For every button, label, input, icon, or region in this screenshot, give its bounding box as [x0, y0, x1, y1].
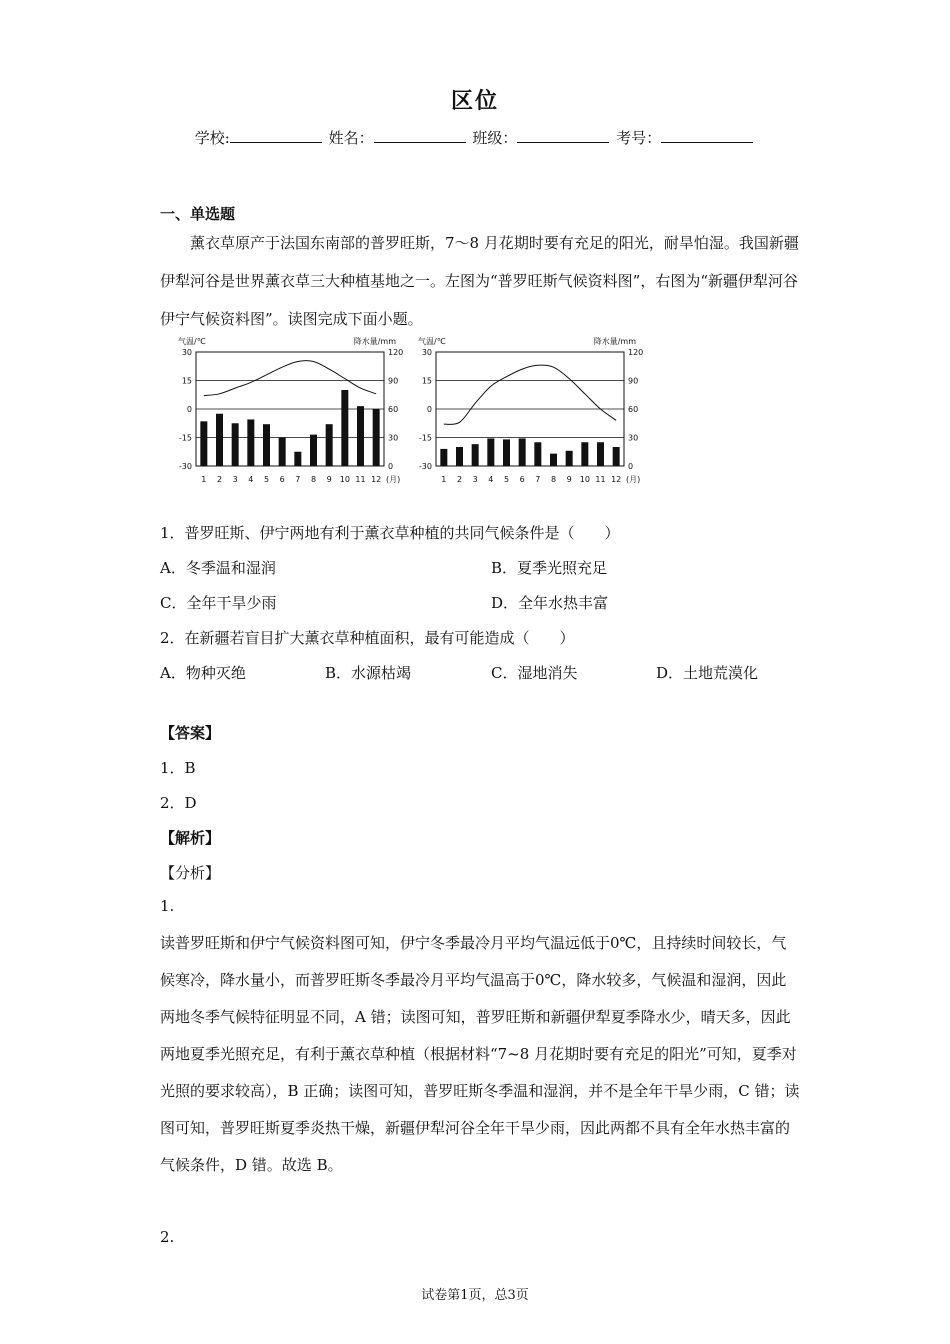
- section-heading: 一、单选题: [160, 205, 236, 223]
- precipitation-bar: [487, 438, 494, 466]
- x-tick-label: 1: [441, 475, 447, 484]
- y2-tick-label: 120: [628, 348, 644, 357]
- x-tick-label: 4: [248, 475, 254, 484]
- y-tick-label: 15: [181, 376, 192, 386]
- y-tick-label: 15: [421, 376, 432, 386]
- precipitation-bar: [279, 438, 286, 467]
- temperature-line: [204, 361, 376, 396]
- sub-analysis-heading: 【分析】: [160, 864, 221, 882]
- x-axis-unit: (月): [386, 475, 401, 484]
- precipitation-bar: [357, 406, 364, 466]
- precipitation-bar: [597, 442, 604, 466]
- number-label: 考号：: [616, 129, 662, 147]
- x-tick-label: 11: [355, 475, 366, 484]
- x-tick-label: 7: [295, 475, 301, 484]
- x-tick-label: 10: [579, 475, 590, 484]
- y-axis-title: 气温/℃: [418, 337, 446, 346]
- y-tick-label: -15: [418, 433, 432, 443]
- y-tick-label: 0: [186, 405, 192, 414]
- precipitation-bar: [310, 435, 317, 466]
- x-tick-label: 7: [535, 475, 541, 484]
- question-2-option-b[interactable]: B．水源枯竭: [325, 664, 412, 682]
- class-blank: [517, 128, 609, 143]
- x-tick-label: 6: [519, 475, 525, 484]
- provence-climate-chart: [170, 330, 404, 490]
- precipitation-bar: [550, 454, 557, 466]
- student-info-line: [0, 127, 950, 148]
- number-blank: [661, 128, 753, 143]
- x-tick-label: 2: [456, 475, 463, 484]
- precipitation-bar: [519, 438, 526, 466]
- precipitation-bar: [566, 451, 573, 466]
- y-tick-label: -30: [178, 462, 192, 471]
- x-tick-label: 3: [472, 475, 478, 484]
- y-tick-label: 0: [426, 405, 432, 414]
- precipitation-bar: [456, 447, 463, 466]
- precipitation-bar: [503, 439, 510, 466]
- y2-tick-label: 0: [388, 462, 394, 471]
- precipitation-bar: [534, 442, 541, 466]
- y2-axis-title: 降水量/mm: [353, 337, 396, 346]
- x-tick-label: 5: [503, 475, 510, 484]
- x-tick-label: 10: [339, 475, 350, 484]
- precipitation-bar: [232, 423, 239, 466]
- x-tick-label: 12: [611, 475, 622, 484]
- question-1-option-b[interactable]: B．夏季光照充足: [491, 559, 608, 577]
- answer-2: 2．D: [160, 794, 197, 812]
- analysis-text: 读普罗旺斯和伊宁气候资料图可知，伊宁冬季最冷月平均气温远低于0℃，且持续时间较长，气候寒冷，降水量小，而普罗旺斯冬季最冷月平均气温高于0℃，降水较多，气候温和湿润，因此两地冬季气候特征明显不同，A 错；读图可知，普罗旺斯和新疆伊犁夏季降水少，晴天多，因此两地夏季光照充足，有利于薰衣草种植（根据材料“7~8 月花期时要有充足的阳光”可知，夏季对光照的要求较高），B 正确；读图可知，普罗旺斯冬季温和湿润，并不是全年干旱少雨，C 错；读图可知，普罗旺斯夏季炎热干燥，新疆伊犁河谷全年干旱少雨，因此两都不具有全年水热丰富的气候条件，D 错。故选 B。: [160, 934, 800, 1174]
- precipitation-bar: [294, 452, 301, 466]
- x-tick-label: 6: [279, 475, 285, 484]
- x-tick-label: 3: [232, 475, 238, 484]
- analysis-number-2: 2.: [160, 1228, 175, 1246]
- precipitation-bar: [326, 424, 333, 466]
- precipitation-bar: [263, 424, 270, 466]
- x-tick-label: 8: [310, 475, 317, 484]
- question-1-option-a[interactable]: A．冬季温和湿润: [160, 559, 276, 577]
- page-title: 区位: [450, 89, 499, 114]
- question-1-stem: 1．普罗旺斯、伊宁两地有利于薰衣草种植的共同气候条件是（ ）: [160, 524, 620, 542]
- y2-axis-title: 降水量/mm: [593, 337, 636, 346]
- y-tick-label: -30: [418, 462, 432, 471]
- y-tick-label: 30: [181, 348, 192, 357]
- answer-heading: 【答案】: [160, 724, 221, 742]
- x-tick-label: 1: [201, 475, 207, 484]
- x-tick-label: 11: [595, 475, 606, 484]
- y-tick-label: 30: [421, 348, 432, 357]
- precipitation-bar: [216, 414, 223, 466]
- x-tick-label: 4: [488, 475, 494, 484]
- question-2-option-a[interactable]: A．物种灭绝: [160, 664, 246, 682]
- analysis-number-1: 1.: [160, 897, 175, 915]
- y2-tick-label: 90: [628, 376, 639, 386]
- y2-tick-label: 90: [388, 376, 399, 386]
- y-axis-title: 气温/℃: [178, 337, 206, 346]
- analysis-heading: 【解析】: [160, 829, 221, 847]
- question-1-option-c[interactable]: C．全年干旱少雨: [160, 594, 277, 612]
- y2-tick-label: 120: [388, 348, 404, 357]
- precipitation-bar: [247, 419, 254, 466]
- yining-climate-chart: [410, 330, 645, 490]
- y-tick-label: -15: [178, 433, 192, 443]
- name-blank: [374, 128, 466, 143]
- y2-tick-label: 60: [628, 405, 639, 414]
- y2-tick-label: 30: [628, 433, 639, 443]
- school-label: 学校:: [194, 129, 230, 147]
- precipitation-bar: [200, 421, 207, 466]
- class-label: 班级：: [472, 129, 518, 147]
- x-tick-label: 9: [566, 475, 572, 484]
- school-blank: [230, 128, 322, 143]
- precipitation-bar: [472, 444, 479, 466]
- x-tick-label: 8: [550, 475, 557, 484]
- name-label: 姓名：: [328, 129, 374, 147]
- question-2-option-d[interactable]: D．土地荒漠化: [656, 664, 759, 682]
- page-footer: 试卷第1页，总3页: [421, 1288, 529, 1303]
- precipitation-bar: [341, 390, 348, 466]
- y2-tick-label: 60: [388, 405, 399, 414]
- answer-1: 1．B: [160, 759, 196, 777]
- y2-tick-label: 0: [628, 462, 634, 471]
- x-axis-unit: (月): [626, 475, 641, 484]
- y2-tick-label: 30: [388, 433, 399, 443]
- precipitation-bar: [581, 442, 588, 466]
- x-tick-label: 5: [263, 475, 270, 484]
- precipitation-bar: [613, 447, 620, 466]
- precipitation-bar: [440, 449, 447, 466]
- question-intro: 薰衣草原产于法国东南部的普罗旺斯，7～8 月花期时要有充足的阳光，耐旱怕湿。我国新疆伊犁河谷是世界薰衣草三大种植基地之一。左图为“普罗旺斯气候资料图”，右图为“新疆伊犁河谷伊宁气候资料图”。读图完成下面小题。: [160, 234, 799, 328]
- x-tick-label: 2: [216, 475, 223, 484]
- question-1-option-d[interactable]: D．全年水热丰富: [491, 594, 609, 612]
- x-tick-label: 12: [371, 475, 382, 484]
- temperature-line: [444, 365, 616, 424]
- question-2-stem: 2．在新疆若盲目扩大薰衣草种植面积，最有可能造成（ ）: [160, 629, 575, 647]
- precipitation-bar: [373, 409, 380, 466]
- question-2-option-c[interactable]: C．湿地消失: [491, 664, 578, 682]
- x-tick-label: 9: [326, 475, 332, 484]
